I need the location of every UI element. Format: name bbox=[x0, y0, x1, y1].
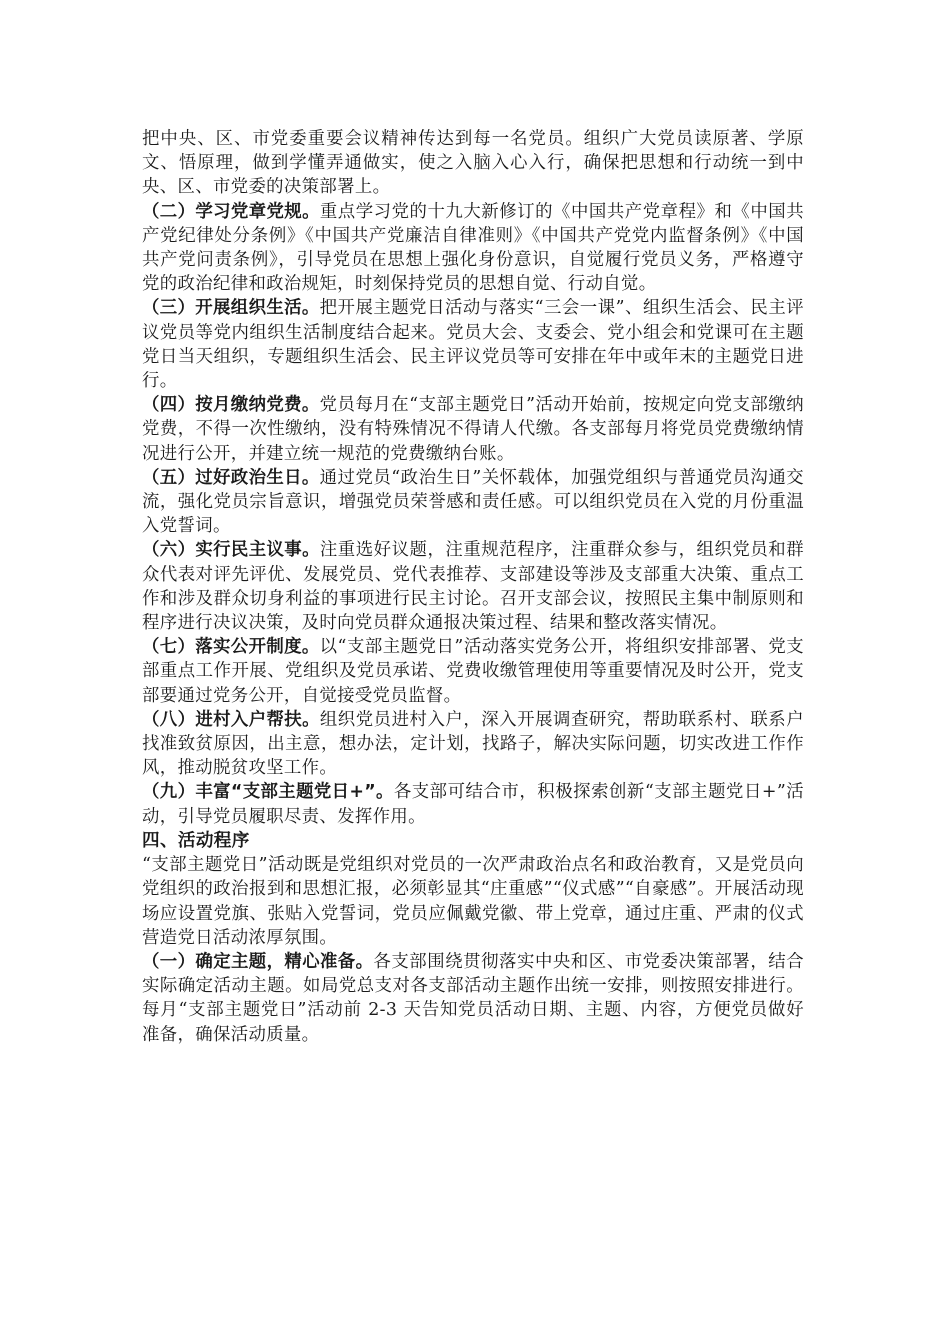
section-heading-activity-procedure: 四、活动程序 bbox=[142, 830, 250, 851]
item-body: 通过党员“政治生日”关怀载体，加强党组织与普通党员沟通交流，强化党员宗旨意识，增强党员荣誉感和责任感。可以组织党员在入党的月份重温入党誓词。 bbox=[142, 467, 804, 537]
item-body: 把开展主题党日活动与落实“三会一课”、组织生活会、民主评议党员等党内组织生活制度结合起来。党员大会、支委会、党小组会和党课可在主题党日当天组织，专题组织生活会、民主评议党员等可安排在年中或年末的主题党日进行。 bbox=[142, 298, 804, 392]
item-open-system bbox=[142, 635, 804, 708]
item-body: 各支部围绕贯彻落实中央和区、市党委决策部署，结合实际确定活动主题。如局党总支对各支部活动主题作出统一安排，则按照安排进行。每月“支部主题党日”活动前 2-3 天告知党员活动日期、主题、内容，方便党员做好准备，确保活动质量。 bbox=[142, 951, 804, 1045]
item-enrich-theme-day bbox=[142, 780, 804, 828]
item-democratic-discussion bbox=[142, 538, 804, 635]
section-intro-paragraph: “支部主题党日”活动既是党组织对党员的一次严肃政治点名和政治教育，又是党员向党组织的政治报到和思想汇报，必须彰显其“庄重感”“仪式感”“自豪感”。开展活动现场应设置党旗、张贴入党誓词，党员应佩戴党徽、带上党章，通过庄重、严肃的仪式营造党日活动浓厚氛围。 bbox=[142, 855, 804, 948]
item-heading: （四）按月缴纳党费。 bbox=[142, 395, 320, 416]
item-body: 各支部可结合市，积极探索创新“支部主题党日+”活动，引导党员履职尽责、发挥作用。 bbox=[142, 782, 804, 827]
item-organization-life bbox=[142, 296, 804, 393]
item-heading: （三）开展组织生活。 bbox=[142, 298, 320, 319]
intro-paragraph: 把中央、区、市党委重要会议精神传达到每一名党员。组织广大党员读原著、学原文、悟原理，做到学懂弄通做实，使之入脑入心入行，确保把思想和行动统一到中央、区、市党委的决策部署上。 bbox=[142, 129, 804, 198]
item-village-assistance bbox=[142, 708, 804, 781]
item-body: 重点学习党的十九大新修订的《中国共产党章程》和《中国共产党纪律处分条例》《中国共产党廉洁自律准则》《中国共产党党内监督条例》《中国共产党问责条例》，引导党员在思想上强化身份意识，自觉履行党员义务，严格遵守党的政治纪律和政治规矩，时刻保持党员的思想自觉、行动自觉。 bbox=[142, 201, 804, 295]
item-heading: （一）确定主题，精心准备。 bbox=[142, 951, 374, 972]
item-body: 注重选好议题，注重规范程序，注重群众参与，组织党员和群众代表对评先评优、发展党员、党代表推荐、支部建设等涉及支部重大决策、重点工作和涉及群众切身利益的事项进行民主讨论。召开支部会议，按照民主集中制原则和程序进行决议决策，及时向党员群众通报决策过程、结果和整改落实情况。 bbox=[142, 540, 804, 634]
item-heading: （七）落实公开制度。 bbox=[142, 637, 320, 658]
document-page bbox=[142, 127, 804, 1047]
item-study-party-rules bbox=[142, 200, 804, 297]
item-body: 党员每月在“支部主题党日”活动开始前，按规定向党支部缴纳党费，不得一次性缴纳，没有特殊情况不得请人代缴。各支部每月将党员党费缴纳情况进行公开，并建立统一规范的党费缴纳台账。 bbox=[142, 395, 804, 464]
item-party-dues bbox=[142, 393, 804, 466]
item-heading: （五）过好政治生日。 bbox=[142, 467, 320, 488]
item-political-birthday bbox=[142, 466, 804, 539]
item-heading: （九）丰富“支部主题党日+”。 bbox=[142, 782, 394, 803]
item-body: 以“支部主题党日”活动落实党务公开，将组织安排部署、党支部重点工作开展、党组织及党员承诺、党费收缴管理使用等重要情况及时公开，党支部要通过党务公开，自觉接受党员监督。 bbox=[142, 637, 804, 706]
item-define-theme bbox=[142, 950, 804, 1047]
item-heading: （二）学习党章党规。 bbox=[142, 201, 320, 222]
item-heading: （六）实行民主议事。 bbox=[142, 540, 320, 561]
item-heading: （八）进村入户帮扶。 bbox=[142, 709, 320, 730]
item-body: 组织党员进村入户，深入开展调查研究，帮助联系村、联系户找准致贫原因，出主意，想办法，定计划，找路子，解决实际问题，切实改进工作作风，推动脱贫攻坚工作。 bbox=[142, 709, 804, 779]
